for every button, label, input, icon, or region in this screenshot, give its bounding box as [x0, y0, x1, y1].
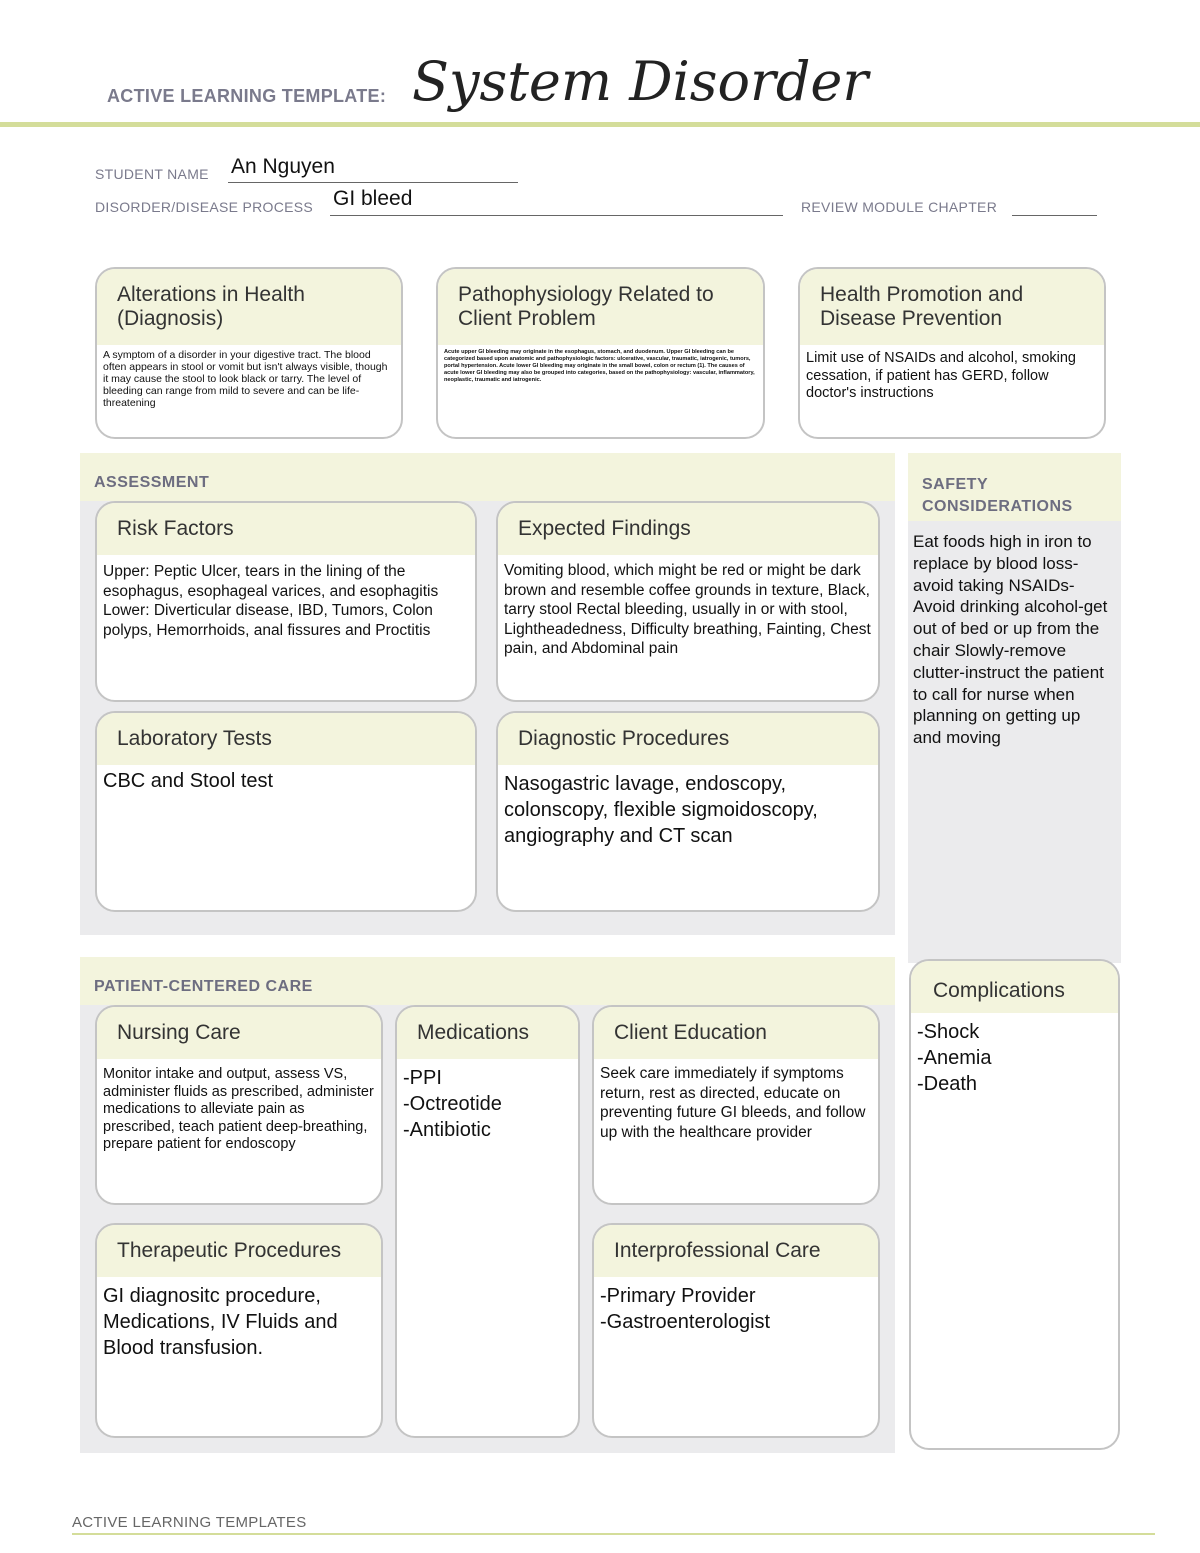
medications-box: [395, 1005, 580, 1438]
template-label: ACTIVE LEARNING TEMPLATE:: [107, 86, 387, 106]
complications-box: [909, 959, 1120, 1450]
footer-label: ACTIVE LEARNING TEMPLATES: [72, 1514, 307, 1531]
therapeutic-procedures-text: GI diagnositc procedure, Medications, IV Fluids and Blood transfusion.: [103, 1285, 338, 1359]
medications-text: -PPI -Octreotide -Antibiotic: [403, 1067, 502, 1141]
alterations-text: A symptom of a disorder in your digestive tract. The blood often appears in stool or vomit but isn't always visible, though it may cause the stool to look black or tarry. The level of bleeding can range from mild to severe and can be life-threatening: [103, 349, 388, 409]
student-name-field[interactable]: An Nguyen: [231, 155, 335, 178]
patient-care-title: PATIENT-CENTERED CARE: [94, 978, 313, 995]
interprofessional-care-text: -Primary Provider -Gastroenterologist: [600, 1285, 771, 1333]
safety-title: SAFETY CONSIDERATIONS: [922, 476, 1073, 515]
student-name-line: [228, 182, 518, 183]
lab-tests-box: [95, 711, 477, 912]
safety-text: Eat foods high in iron to replace by blood loss-avoid taking NSAIDs-Avoid drinking alcohol-get out of bed or up from the chair Slowly-remove clutter-instruct the patient to call for nurse when planning on getting up and moving: [913, 532, 1108, 748]
disorder-label: DISORDER/DISEASE PROCESS: [95, 199, 314, 215]
pathophysiology-text: Acute upper GI bleeding may originate in the esophagus, stomach, and duodenum. Upper GI bleeding can be categorized based upon anatomic and pathophysiologic factors: ulcerative, vascular, traumatic, iatrogenic, tumors, portal hypertension. Acute lower GI bleeding may originate in the small bowel, colon or rectum (1). The causes of acute lower GI bleeding may also be grouped into categories, based on the pathophysiology: vascular, inflammatory, neoplastic, traumatic and iatrogenic.: [444, 349, 755, 383]
complications-title: Complications: [911, 961, 1118, 1013]
footer-rule: [72, 1533, 1155, 1535]
nursing-care-text: Monitor intake and output, assess VS, administer fluids as prescribed, administer medications to alleviate pain as prescribed, teach patient deep-breathing, prepare patient for endoscopy: [103, 1066, 374, 1152]
health-promotion-title: Health Promotion and Disease Prevention: [800, 269, 1104, 345]
client-education-title: Client Education: [594, 1007, 878, 1059]
disorder-field[interactable]: GI bleed: [333, 187, 413, 210]
pathophysiology-title: Pathophysiology Related to Client Problem: [438, 269, 763, 345]
therapeutic-procedures-title: Therapeutic Procedures: [97, 1225, 381, 1277]
risk-factors-text: Upper: Peptic Ulcer, tears in the lining of the esophagus, esophageal varices, and esophagitis Lower: Diverticular disease, IBD, Tumors, Colon polyps, Hemorrhoids, anal fissures and Proctitis: [103, 563, 439, 639]
expected-findings-box: [496, 501, 880, 702]
interprofessional-care-title: Interprofessional Care: [594, 1225, 878, 1277]
diagnostic-procedures-text: Nasogastric lavage, endoscopy, colonscopy, flexible sigmoidoscopy, angiography and CT scan: [504, 773, 818, 847]
pathophysiology-box: [436, 267, 765, 439]
page-title: System Disorder: [412, 50, 869, 113]
diagnostic-procedures-box: [496, 711, 880, 912]
alterations-title: Alterations in Health (Diagnosis): [97, 269, 401, 345]
nursing-care-title: Nursing Care: [97, 1007, 381, 1059]
health-promotion-text: Limit use of NSAIDs and alcohol, smoking cessation, if patient has GERD, follow doctor's instructions: [806, 350, 1076, 401]
expected-findings-title: Expected Findings: [498, 503, 878, 555]
expected-findings-text: Vomiting blood, which might be red or might be dark brown and resemble coffee grounds in texture, Black, tarry stool Rectal bleeding, usually in or with stool, Lightheadedness, Difficulty breathing, Fainting, Chest pain, and Abdominal pain: [504, 562, 871, 657]
client-education-box: [592, 1005, 880, 1205]
review-module-line: [1012, 215, 1097, 216]
nursing-care-box: [95, 1005, 383, 1205]
client-education-text: Seek care immediately if symptoms return, rest as directed, educate on preventing future GI bleeds, and follow up with the healthcare provider: [600, 1065, 866, 1141]
student-name-label: STUDENT NAME: [95, 166, 209, 182]
header-rule: [0, 122, 1200, 127]
assessment-title: ASSESSMENT: [94, 474, 210, 491]
review-module-label: REVIEW MODULE CHAPTER: [801, 199, 998, 215]
medications-title: Medications: [397, 1007, 578, 1059]
disorder-line: [330, 215, 783, 216]
complications-text: -Shock -Anemia -Death: [917, 1021, 992, 1095]
lab-tests-text: CBC and Stool test: [103, 770, 274, 792]
interprofessional-care-box: [592, 1223, 880, 1438]
risk-factors-title: Risk Factors: [97, 503, 475, 555]
lab-tests-title: Laboratory Tests: [97, 713, 475, 765]
risk-factors-box: [95, 501, 477, 702]
health-promotion-box: [798, 267, 1106, 439]
alterations-box: [95, 267, 403, 439]
therapeutic-procedures-box: [95, 1223, 383, 1438]
diagnostic-procedures-title: Diagnostic Procedures: [498, 713, 878, 765]
